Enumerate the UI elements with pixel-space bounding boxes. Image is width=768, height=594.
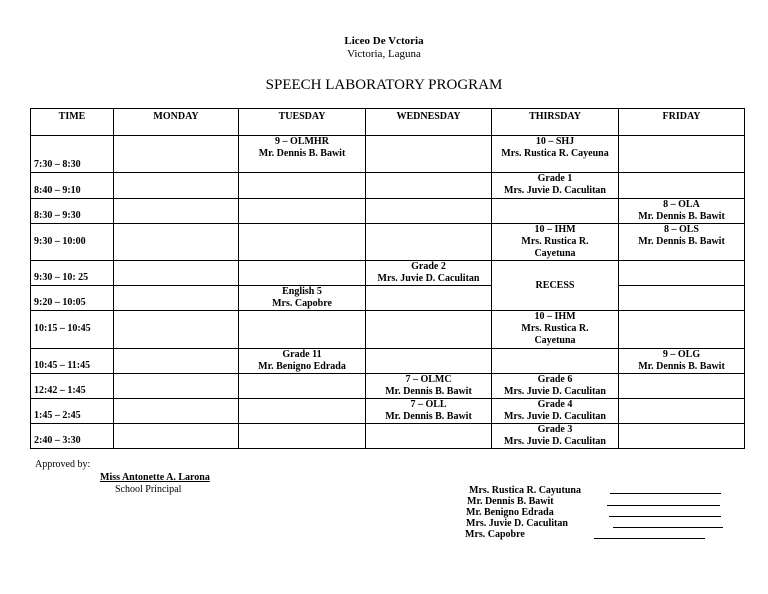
schedule-cell — [619, 286, 745, 311]
schedule-cell — [114, 286, 239, 311]
page-title: SPEECH LABORATORY PROGRAM — [265, 77, 503, 93]
time-cell: 10:45 – 11:45 — [31, 349, 114, 374]
time-cell: 9:20 – 10:05 — [31, 286, 114, 311]
schedule-cell — [114, 199, 239, 224]
teacher-label: Cayetuna — [534, 248, 576, 259]
schedule-cell — [619, 424, 745, 449]
time-cell: 7:30 – 8:30 — [31, 136, 114, 173]
table-row — [31, 349, 745, 374]
teacher-label: Mrs. Juvie D. Caculitan — [377, 273, 480, 284]
schedule-cell — [239, 173, 366, 199]
schedule-cell — [492, 311, 619, 349]
teacher-label: Mrs. Juvie D. Caculitan — [504, 185, 606, 196]
schedule-cell — [114, 349, 239, 374]
signature-line — [609, 516, 721, 517]
schedule-cell — [366, 399, 492, 424]
schedule-cell — [492, 349, 619, 374]
table-row — [31, 424, 745, 449]
schedule-cell — [619, 374, 745, 399]
schedule-cell — [619, 173, 745, 199]
schedule-cell — [619, 136, 745, 173]
schedule-cell — [366, 424, 492, 449]
time-cell: 9:30 – 10: 25 — [31, 261, 114, 286]
time-cell: 8:30 – 9:30 — [31, 199, 114, 224]
column-header: WEDNESDAY — [366, 109, 492, 136]
schedule-cell — [239, 349, 366, 374]
school-name: Liceo De Vctoria — [344, 35, 424, 47]
schedule-cell — [114, 374, 239, 399]
class-label: 8 – OLS — [663, 224, 699, 235]
signatory-name: Mrs. Juvie D. Caculitan — [466, 518, 568, 529]
schedule-cell — [239, 286, 366, 311]
schedule-cell — [492, 224, 619, 261]
time-cell: 9:30 – 10:00 — [31, 224, 114, 261]
table-row — [31, 224, 745, 261]
teacher-label: Mr. Benigno Edrada — [258, 361, 346, 372]
signature-line — [610, 493, 721, 494]
class-label: 9 – OLMHR — [275, 136, 329, 147]
signatory-name: Mrs. Rustica R. Cayutuna — [469, 485, 581, 496]
schedule-cell — [366, 173, 492, 199]
schedule-cell — [619, 311, 745, 349]
column-header: MONDAY — [114, 109, 239, 136]
schedule-cell — [492, 173, 619, 199]
recess-label: RECESS — [535, 279, 575, 291]
signatory-name: Mr. Dennis B. Bawit — [467, 496, 554, 507]
schedule-cell — [114, 136, 239, 173]
schedule-cell — [114, 424, 239, 449]
teacher-label: Mr. Dennis B. Bawit — [638, 211, 725, 222]
teacher-label: Mr. Dennis B. Bawit — [385, 411, 472, 422]
schedule-cell — [366, 224, 492, 261]
schedule-cell — [492, 424, 619, 449]
class-label: 9 – OLG — [662, 349, 701, 360]
teacher-label: Cayetuna — [534, 335, 576, 346]
schedule-cell — [492, 199, 619, 224]
schedule-cell — [366, 286, 492, 311]
class-label: Grade 2 — [411, 261, 446, 272]
schedule-cell — [114, 173, 239, 199]
schedule-cell — [239, 399, 366, 424]
column-header: TIME — [31, 109, 114, 136]
class-label: 8 – OLA — [663, 199, 700, 210]
class-label: Grade 3 — [537, 424, 573, 435]
schedule-cell — [366, 261, 492, 286]
table-row — [31, 136, 745, 173]
schedule-cell — [492, 374, 619, 399]
schedule-cell — [239, 199, 366, 224]
class-label: Grade 11 — [282, 349, 322, 360]
schedule-cell — [239, 136, 366, 173]
table-row — [31, 199, 745, 224]
table-row — [31, 286, 745, 311]
class-label: 10 – SHJ — [535, 136, 575, 147]
signatory-name: Mr. Benigno Edrada — [466, 507, 554, 518]
schedule-cell — [619, 199, 745, 224]
signatory-name: Mrs. Capobre — [465, 529, 525, 540]
schedule-cell — [114, 311, 239, 349]
class-label: Grade 6 — [537, 374, 573, 385]
principal-role: School Principal — [115, 484, 182, 495]
school-location: Victoria, Laguna — [347, 48, 421, 60]
time-cell: 10:15 – 10:45 — [31, 311, 114, 349]
class-label: Grade 4 — [537, 399, 573, 410]
schedule-cell — [492, 399, 619, 424]
class-label: 7 – OLMC — [405, 374, 452, 385]
teacher-label: Mrs. Rustica R. Cayeuna — [501, 148, 609, 159]
time-cell: 8:40 – 9:10 — [31, 173, 114, 199]
schedule-cell — [239, 424, 366, 449]
class-label: 10 – IHM — [534, 224, 576, 235]
table-row — [31, 173, 745, 199]
table-header-row — [31, 109, 745, 136]
teacher-label: Mrs. Rustica R. — [521, 236, 589, 247]
table-row — [31, 261, 745, 286]
schedule-cell — [366, 199, 492, 224]
schedule-cell — [239, 224, 366, 261]
schedule-cell — [114, 261, 239, 286]
teacher-label: Mrs. Capobre — [272, 298, 332, 309]
table-row — [31, 399, 745, 424]
teacher-label: Mrs. Juvie D. Caculitan — [504, 411, 606, 422]
schedule-cell — [239, 374, 366, 399]
schedule-cell — [239, 311, 366, 349]
schedule-cell — [239, 261, 366, 286]
signature-line — [613, 527, 723, 528]
time-cell: 2:40 – 3:30 — [31, 424, 114, 449]
schedule-cell — [619, 261, 745, 286]
time-cell: 1:45 – 2:45 — [31, 399, 114, 424]
teacher-label: Mr. Dennis B. Bawit — [385, 386, 472, 397]
schedule-cell — [114, 399, 239, 424]
schedule-table — [30, 108, 745, 449]
schedule-cell — [492, 136, 619, 173]
time-cell: 12:42 – 1:45 — [31, 374, 114, 399]
class-label: Grade 1 — [537, 173, 573, 184]
teacher-label: Mrs. Rustica R. — [521, 323, 589, 334]
teacher-label: Mr. Dennis B. Bawit — [638, 236, 725, 247]
signature-line — [594, 538, 705, 539]
teacher-label: Mr. Dennis B. Bawit — [638, 361, 725, 372]
schedule-cell — [366, 374, 492, 399]
column-header: THIRSDAY — [492, 109, 619, 136]
table-row — [31, 374, 745, 399]
schedule-cell — [619, 349, 745, 374]
approved-by-label: Approved by: — [35, 459, 91, 470]
teacher-label: Mr. Dennis B. Bawit — [258, 148, 346, 159]
schedule-cell — [366, 311, 492, 349]
schedule-cell — [366, 349, 492, 374]
column-header: TUESDAY — [239, 109, 366, 136]
teacher-label: Mrs. Juvie D. Caculitan — [504, 436, 606, 447]
class-label: 10 – IHM — [534, 311, 576, 322]
signature-line — [607, 505, 720, 506]
schedule-cell — [619, 399, 745, 424]
column-header: FRIDAY — [619, 109, 745, 136]
recess-cell — [492, 261, 619, 311]
schedule-cell — [114, 224, 239, 261]
teacher-label: Mrs. Juvie D. Caculitan — [504, 386, 606, 397]
class-label: English 5 — [282, 286, 322, 297]
schedule-cell — [619, 224, 745, 261]
principal-name: Miss Antonette A. Larona — [100, 472, 210, 483]
schedule-cell — [366, 136, 492, 173]
table-row — [31, 311, 745, 349]
class-label: 7 – OLL — [410, 399, 447, 410]
